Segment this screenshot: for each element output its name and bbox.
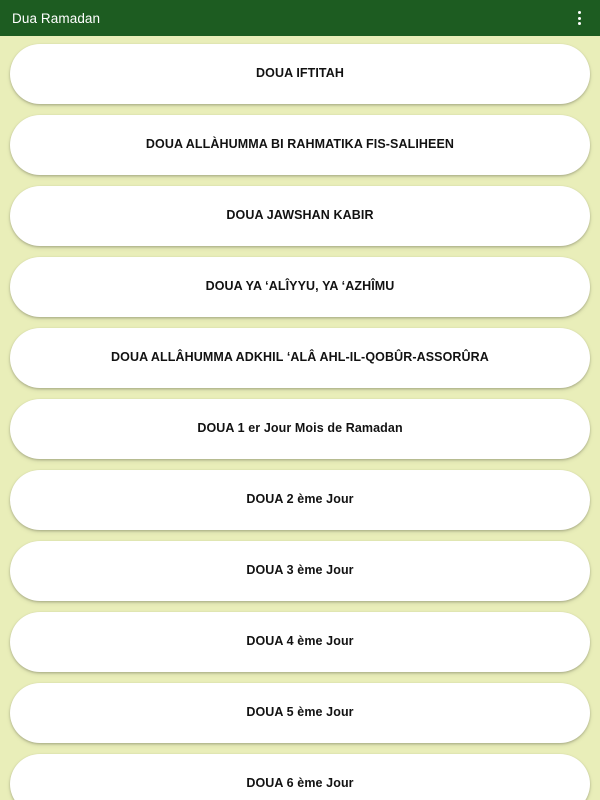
app-bar bbox=[0, 0, 600, 36]
more-vert-dot bbox=[578, 11, 581, 14]
list-item-label: DOUA 3 ème Jour bbox=[246, 563, 354, 578]
dua-list[interactable] bbox=[0, 36, 600, 800]
list-item[interactable] bbox=[10, 257, 590, 317]
list-item-label: DOUA 6 ème Jour bbox=[246, 776, 354, 791]
list-item[interactable] bbox=[10, 186, 590, 246]
page-title: Dua Ramadan bbox=[12, 10, 101, 26]
more-vert-icon[interactable] bbox=[568, 5, 590, 31]
list-item[interactable] bbox=[10, 612, 590, 672]
list-item[interactable] bbox=[10, 541, 590, 601]
more-vert-dot bbox=[578, 22, 581, 25]
list-item-label: DOUA ALLÂHUMMA ADKHIL ‘ALÂ AHL-IL-QOBÛR-ASSORÛRA bbox=[111, 350, 489, 365]
list-item[interactable] bbox=[10, 754, 590, 800]
list-item[interactable] bbox=[10, 399, 590, 459]
list-item[interactable] bbox=[10, 44, 590, 104]
list-item-label: DOUA 4 ème Jour bbox=[246, 634, 354, 649]
list-item[interactable] bbox=[10, 328, 590, 388]
more-vert-dot bbox=[578, 17, 581, 20]
list-item[interactable] bbox=[10, 115, 590, 175]
list-item-label: DOUA ALLÀHUMMA BI RAHMATIKA FIS-SALIHEEN bbox=[145, 137, 455, 152]
list-item-label: DOUA 5 ème Jour bbox=[246, 705, 354, 720]
list-item-label: DOUA JAWSHAN KABIR bbox=[226, 208, 374, 223]
list-item[interactable] bbox=[10, 683, 590, 743]
list-item-label: DOUA IFTITAH bbox=[256, 66, 344, 81]
list-item-label: DOUA 2 ème Jour bbox=[246, 492, 354, 507]
list-item-label: DOUA 1 er Jour Mois de Ramadan bbox=[197, 421, 403, 436]
list-item[interactable] bbox=[10, 470, 590, 530]
list-item-label: DOUA YA ‘ALÎYYU, YA ‘AZHÎMU bbox=[205, 279, 395, 294]
